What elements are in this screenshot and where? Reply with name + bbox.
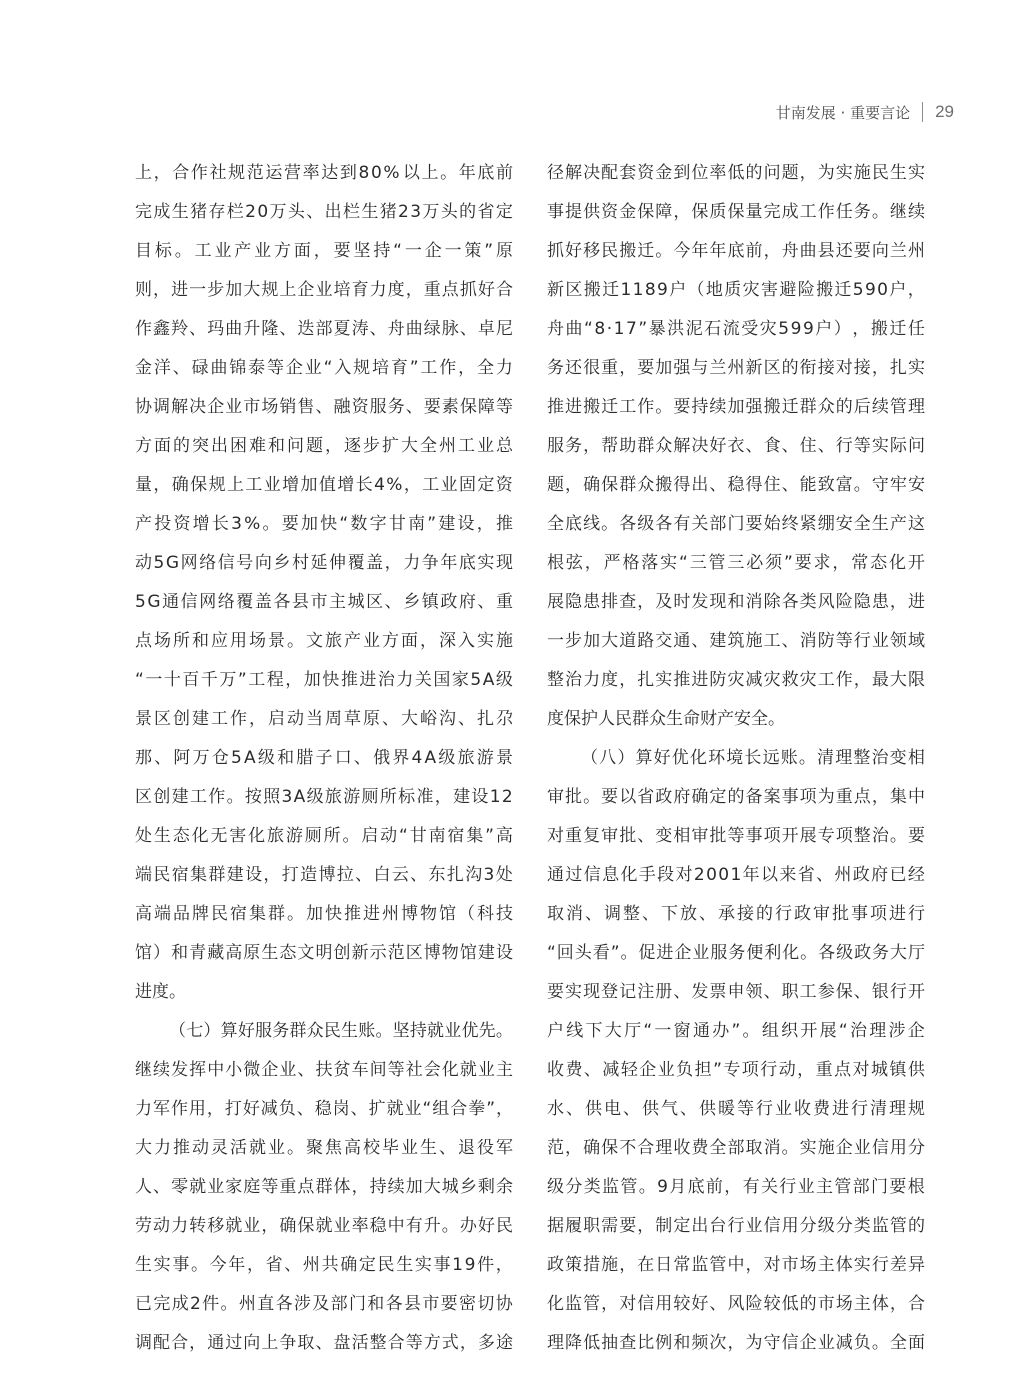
text-line: 人 、 零 就 业 家 庭 等 重 点 群 体 ， 持 续 加 大 城 乡 剩 余 xyxy=(135,1177,513,1197)
text-line: 方 面 的 突 出 困 难 和 问 题 ， 逐 步 扩 大 全 州 工 业 总 xyxy=(135,436,513,456)
text-line: 理 降 低 抽 查 比 例 和 频 次 ， 为 守 信 企 业 减 负 。 全 面 xyxy=(547,1333,925,1353)
text-line: 范 ， 确 保 不 合 理 收 费 全 部 取 消 。 实 施 企 业 信 用 分 xyxy=(547,1138,925,1158)
section-title: 甘南发展 · 重要言论 xyxy=(775,103,911,122)
text-line: 端 民 宿 集 群 建 设 ， 打 造 博 拉 、 白 云 、 东 扎 沟 3 处 xyxy=(135,865,513,885)
text-line: 作 鑫 羚 、 玛 曲 升 隆 、 迭 部 夏 涛 、 舟 曲 绿 脉 、 卓 尼 xyxy=(135,319,513,339)
right-column xyxy=(547,154,925,1363)
text-line: 高 端 品 牌 民 宿 集 群 。 加 快 推 进 州 博 物 馆 （ 科 技 xyxy=(135,904,513,924)
text-line: 金 洋 、 碌 曲 锦 泰 等 企 业 “ 入 规 培 育 ” 工 作 ， 全 力 xyxy=(135,358,513,378)
text-line: 整 治 力 度 ， 扎 实 推 进 防 灾 减 灾 救 灾 工 作 ， 最 大 限 xyxy=(547,670,925,690)
text-line: 全 底 线 。 各 级 各 有 关 部 门 要 始 终 紧 绷 安 全 生 产 这 xyxy=(547,514,925,534)
page-header xyxy=(776,99,954,125)
text-line: “ 回 头 看 ” 。 促 进 企 业 服 务 便 利 化 。 各 级 政 务 大 厅 xyxy=(547,943,925,963)
text-line: 题 ， 确 保 群 众 搬 得 出 、 稳 得 住 、 能 致 富 。 守 牢 安 xyxy=(547,475,925,495)
text-line: 景 区 创 建 工 作 ， 启 动 当 周 草 原 、 大 峪 沟 、 扎 尕 xyxy=(135,709,513,729)
text-line: 根 弦 ， 严 格 落 实 “ 三 管 三 必 须 ” 要 求 ， 常 态 化 开 xyxy=(547,553,925,573)
text-line: 务 还 很 重 ， 要 加 强 与 兰 州 新 区 的 衔 接 对 接 ， 扎 实 xyxy=(547,358,925,378)
text-line: 完 成 生 猪 存 栏 2 0 万 头 、 出 栏 生 猪 2 3 万 头 的 省 定 xyxy=(135,202,513,222)
text-line: 抓 好 移 民 搬 迁 。 今 年 年 底 前 ， 舟 曲 县 还 要 向 兰 州 xyxy=(547,241,925,261)
text-line: （ 八 ） 算 好 优 化 环 境 长 远 账 。 清 理 整 治 变 相 xyxy=(581,748,925,768)
text-line: 协 调 解 决 企 业 市 场 销 售 、 融 资 服 务 、 要 素 保 障 等 xyxy=(135,397,513,417)
text-line: 级 分 类 监 管 。 9 月 底 前 ， 有 关 行 业 主 管 部 门 要 根 xyxy=(547,1177,925,1197)
text-line: 化 监 管 ， 对 信 用 较 好 、 风 险 较 低 的 市 场 主 体 ， 合 xyxy=(547,1294,925,1314)
left-column xyxy=(135,154,513,1363)
text-line: 据 履 职 需 要 ， 制 定 出 台 行 业 信 用 分 级 分 类 监 管 的 xyxy=(547,1216,925,1236)
page-number: 29 xyxy=(935,102,954,121)
text-line: 一 步 加 大 道 路 交 通 、 建 筑 施 工 、 消 防 等 行 业 领 域 xyxy=(547,631,925,651)
text-line: 馆 ） 和 青 藏 高 原 生 态 文 明 创 新 示 范 区 博 物 馆 建 设 xyxy=(135,943,513,963)
text-line: 进度。 xyxy=(135,982,186,1002)
text-line: 产 投 资 增 长 3 % 。 要 加 快 “ 数 字 甘 南 ” 建 设 ， 推 xyxy=(135,514,513,534)
text-line: 上 ， 合 作 社 规 范 运 营 率 达 到 8 0 % 以 上 。 年 底 前 xyxy=(135,163,513,183)
text-line: 水 、 供 电 、 供 气 、 供 暖 等 行 业 收 费 进 行 清 理 规 xyxy=(547,1099,925,1119)
text-line: 力 军 作 用 ， 打 好 减 负 、 稳 岗 、 扩 就 业 “ 组 合 拳 ” ， xyxy=(135,1099,513,1119)
text-line: 区 创 建 工 作 。 按 照 3 A 级 旅 游 厕 所 标 准 ， 建 设 1 2 xyxy=(135,787,513,807)
text-line: 继 续 发 挥 中 小 微 企 业 、 扶 贫 车 间 等 社 会 化 就 业 主 xyxy=(135,1060,513,1080)
text-line: 生 实 事 。 今 年 ， 省 、 州 共 确 定 民 生 实 事 1 9 件 ， xyxy=(135,1255,513,1275)
text-line: 对 重 复 审 批 、 变 相 审 批 等 事 项 开 展 专 项 整 治 。 要 xyxy=(547,826,925,846)
text-line: 舟 曲 “ 8 · 1 7 ” 暴 洪 泥 石 流 受 灾 5 9 9 户 ） ， 搬 迁 任 xyxy=(547,319,925,339)
text-line: 处 生 态 化 无 害 化 旅 游 厕 所 。 启 动 “ 甘 南 宿 集 ” 高 xyxy=(135,826,513,846)
text-line: （ 七 ） 算 好 服 务 群 众 民 生 账 。 坚 持 就 业 优 先 。 xyxy=(169,1021,513,1041)
text-line: 则 ， 进 一 步 加 大 规 上 企 业 培 育 力 度 ， 重 点 抓 好 合 xyxy=(135,280,513,300)
text-line: 量 ， 确 保 规 上 工 业 增 加 值 增 长 4 % ， 工 业 固 定 资 xyxy=(135,475,513,495)
text-line: 那 、 阿 万 仓 5 A 级 和 腊 子 口 、 俄 界 4 A 级 旅 游 景 xyxy=(135,748,513,768)
text-line: 政 策 措 施 ， 在 日 常 监 管 中 ， 对 市 场 主 体 实 行 差 异 xyxy=(547,1255,925,1275)
text-line: 度保护人民群众生命财产安全。 xyxy=(547,709,785,729)
text-line: 点 场 所 和 应 用 场 景 。 文 旅 产 业 方 面 ， 深 入 实 施 xyxy=(135,631,513,651)
text-line: “ 一 十 百 千 万 ” 工 程 ， 加 快 推 进 治 力 关 国 家 5 A 级 xyxy=(135,670,513,690)
text-line: 户 线 下 大 厅 “ 一 窗 通 办 ” 。 组 织 开 展 “ 治 理 涉 企 xyxy=(547,1021,925,1041)
text-line: 服 务 ， 帮 助 群 众 解 决 好 衣 、 食 、 住 、 行 等 实 际 问 xyxy=(547,436,925,456)
text-line: 动 5 G 网 络 信 号 向 乡 村 延 伸 覆 盖 ， 力 争 年 底 实 现 xyxy=(135,553,513,573)
text-line: 径 解 决 配 套 资 金 到 位 率 低 的 问 题 ， 为 实 施 民 生 实 xyxy=(547,163,925,183)
text-line: 5 G 通 信 网 络 覆 盖 各 县 市 主 城 区 、 乡 镇 政 府 、 重 xyxy=(135,592,513,612)
text-line: 展 隐 患 排 查 ， 及 时 发 现 和 消 除 各 类 风 险 隐 患 ， 进 xyxy=(547,592,925,612)
text-line: 调 配 合 ， 通 过 向 上 争 取 、 盘 活 整 合 等 方 式 ， 多 途 xyxy=(135,1333,513,1353)
header-divider xyxy=(922,102,923,122)
text-line: 取 消 、 调 整 、 下 放 、 承 接 的 行 政 审 批 事 项 进 行 xyxy=(547,904,925,924)
text-line: 目 标 。 工 业 产 业 方 面 ， 要 坚 持 “ 一 企 一 策 ” 原 xyxy=(135,241,513,261)
text-line: 新 区 搬 迁 1 1 8 9 户 （ 地 质 灾 害 避 险 搬 迁 5 9 0 户 ， xyxy=(547,280,925,300)
text-line: 通 过 信 息 化 手 段 对 2 0 0 1 年 以 来 省 、 州 政 府 已 经 xyxy=(547,865,925,885)
text-line: 推 进 搬 迁 工 作 。 要 持 续 加 强 搬 迁 群 众 的 后 续 管 理 xyxy=(547,397,925,417)
text-line: 要 实 现 登 记 注 册 、 发 票 申 领 、 职 工 参 保 、 银 行 开 xyxy=(547,982,925,1002)
text-line: 劳 动 力 转 移 就 业 ， 确 保 就 业 率 稳 中 有 升 。 办 好 民 xyxy=(135,1216,513,1236)
text-line: 审 批 。 要 以 省 政 府 确 定 的 备 案 事 项 为 重 点 ， 集 中 xyxy=(547,787,925,807)
text-line: 大 力 推 动 灵 活 就 业 。 聚 焦 高 校 毕 业 生 、 退 役 军 xyxy=(135,1138,513,1158)
text-line: 收 费 、 减 轻 企 业 负 担 ” 专 项 行 动 ， 重 点 对 城 镇 供 xyxy=(547,1060,925,1080)
text-line: 已 完 成 2 件 。 州 直 各 涉 及 部 门 和 各 县 市 要 密 切 协 xyxy=(135,1294,513,1314)
text-line: 事 提 供 资 金 保 障 ， 保 质 保 量 完 成 工 作 任 务 。 继 续 xyxy=(547,202,925,222)
